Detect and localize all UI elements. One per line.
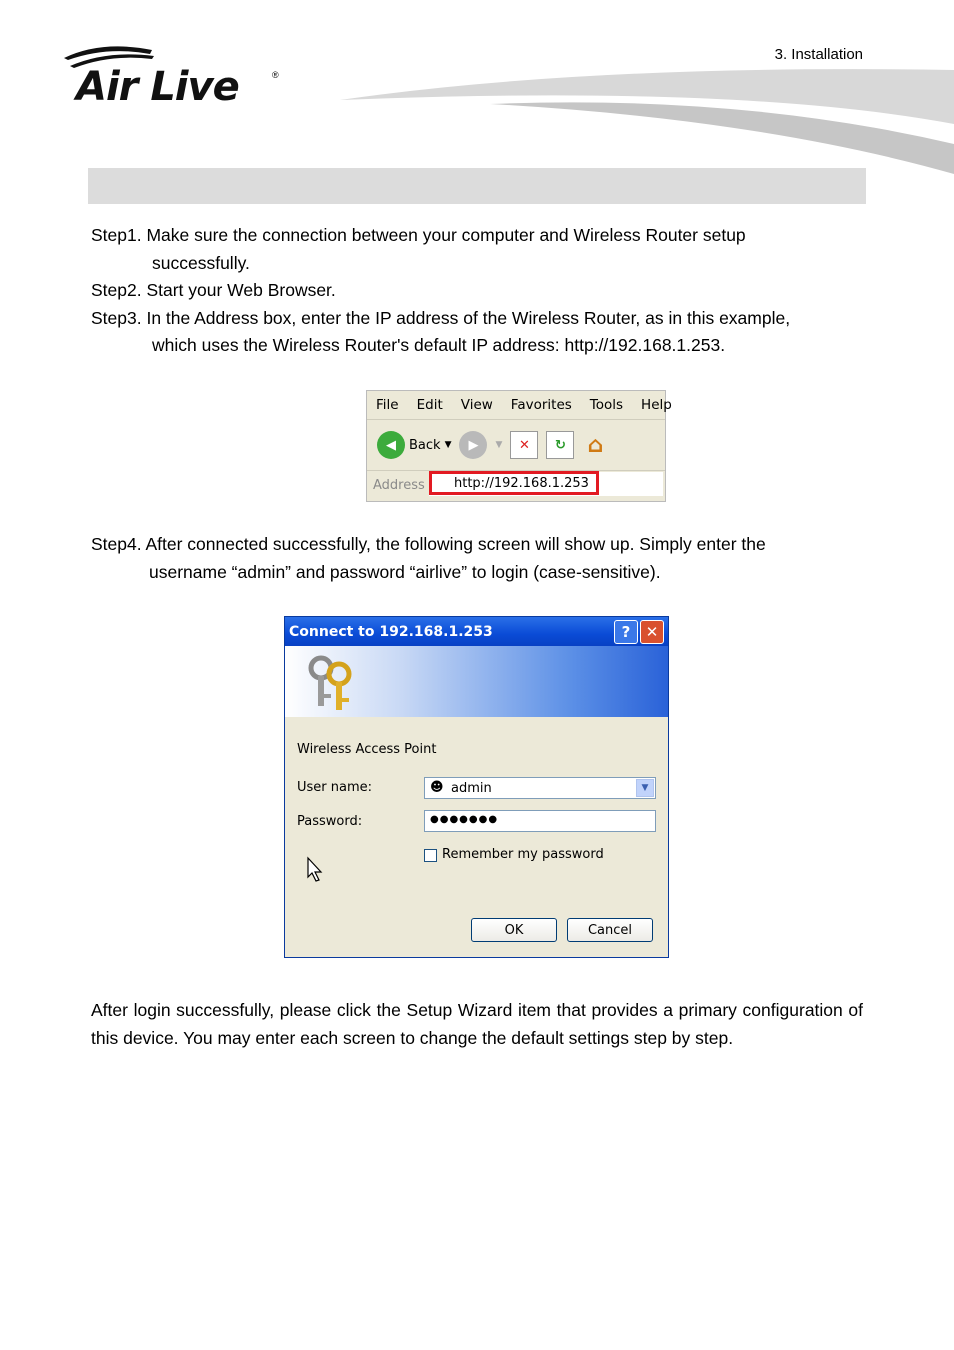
address-value: http://192.168.1.253 — [454, 475, 589, 491]
steps-block-1 — [91, 222, 863, 360]
user-icon: ☻ — [430, 780, 444, 795]
logo-registered-mark: ® — [272, 70, 279, 80]
password-value: ●●●●●●● — [430, 814, 499, 825]
login-dialog — [284, 616, 669, 958]
step3-line2: which uses the Wireless Router's default IP address: http://192.168.1.253. — [152, 335, 726, 355]
menu-tools[interactable]: Tools — [589, 397, 624, 413]
password-label: Password: — [297, 814, 363, 829]
browser-address-bar — [367, 471, 665, 501]
cancel-button[interactable]: Cancel — [567, 918, 653, 942]
home-icon[interactable]: ⌂ — [587, 432, 604, 458]
username-label: User name: — [297, 780, 373, 795]
keys-icon — [303, 654, 363, 712]
username-value: admin — [451, 781, 492, 796]
step4-line2: username “admin” and password “airlive” to login (case-sensitive). — [149, 561, 661, 582]
browser-menu-bar — [367, 391, 672, 420]
forward-arrow-icon[interactable]: ▶ — [459, 431, 487, 459]
menu-edit[interactable]: Edit — [416, 397, 443, 413]
ok-button[interactable]: OK — [471, 918, 557, 942]
menu-view[interactable]: View — [460, 397, 493, 413]
remember-label: Remember my password — [442, 847, 604, 862]
username-combobox[interactable] — [424, 777, 656, 799]
dialog-title-bar — [285, 617, 668, 646]
chapter-label: 3. Installation — [774, 46, 863, 63]
airlive-logo — [62, 40, 287, 110]
help-button[interactable]: ? — [614, 620, 638, 644]
step2-line: Step2. Start your Web Browser. — [91, 280, 336, 300]
refresh-icon[interactable]: ↻ — [546, 431, 574, 459]
back-button[interactable] — [377, 431, 451, 459]
browser-button-bar — [367, 420, 665, 471]
stop-icon[interactable]: ✕ — [510, 431, 538, 459]
forward-dropdown-icon: ▼ — [495, 440, 503, 450]
step1-line1: Step1. Make sure the connection between your computer and Wireless Router setup — [91, 225, 746, 245]
back-label: Back — [409, 437, 441, 453]
back-arrow-icon: ◀ — [377, 431, 405, 459]
remember-checkbox[interactable] — [424, 849, 437, 862]
back-dropdown-icon: ▼ — [444, 440, 452, 450]
address-label: Address — [373, 478, 425, 493]
menu-favorites[interactable]: Favorites — [510, 397, 572, 413]
menu-file[interactable]: File — [376, 397, 399, 413]
header-swoosh — [340, 64, 954, 184]
logo-text: Air Live — [76, 64, 239, 110]
password-input[interactable] — [424, 810, 656, 832]
step4-line1: Step4. After connected successfully, the following screen will show up. Simply enter the — [91, 534, 766, 554]
realm-label: Wireless Access Point — [297, 742, 437, 757]
step3-line1: Step3. In the Address box, enter the IP address of the Wireless Router, as in this example, — [91, 307, 791, 328]
closing-paragraph: After login successfully, please click the Setup Wizard item that provides a primary configuration of this device. You may enter each screen to change the default settings step by step. — [91, 1000, 863, 1048]
browser-toolbar-screenshot — [366, 390, 672, 502]
section-title-bar — [88, 168, 866, 204]
menu-help[interactable]: Help — [641, 397, 672, 413]
dialog-title: Connect to 192.168.1.253 — [289, 623, 493, 640]
step1-line2: successfully. — [152, 252, 250, 273]
dialog-banner — [285, 646, 668, 717]
steps-block-2 — [91, 531, 863, 586]
chevron-down-icon[interactable]: ▼ — [636, 779, 654, 797]
close-button[interactable]: ✕ — [640, 620, 664, 644]
mouse-cursor-icon — [307, 857, 323, 883]
address-input[interactable] — [429, 471, 599, 495]
dialog-body — [285, 717, 668, 957]
